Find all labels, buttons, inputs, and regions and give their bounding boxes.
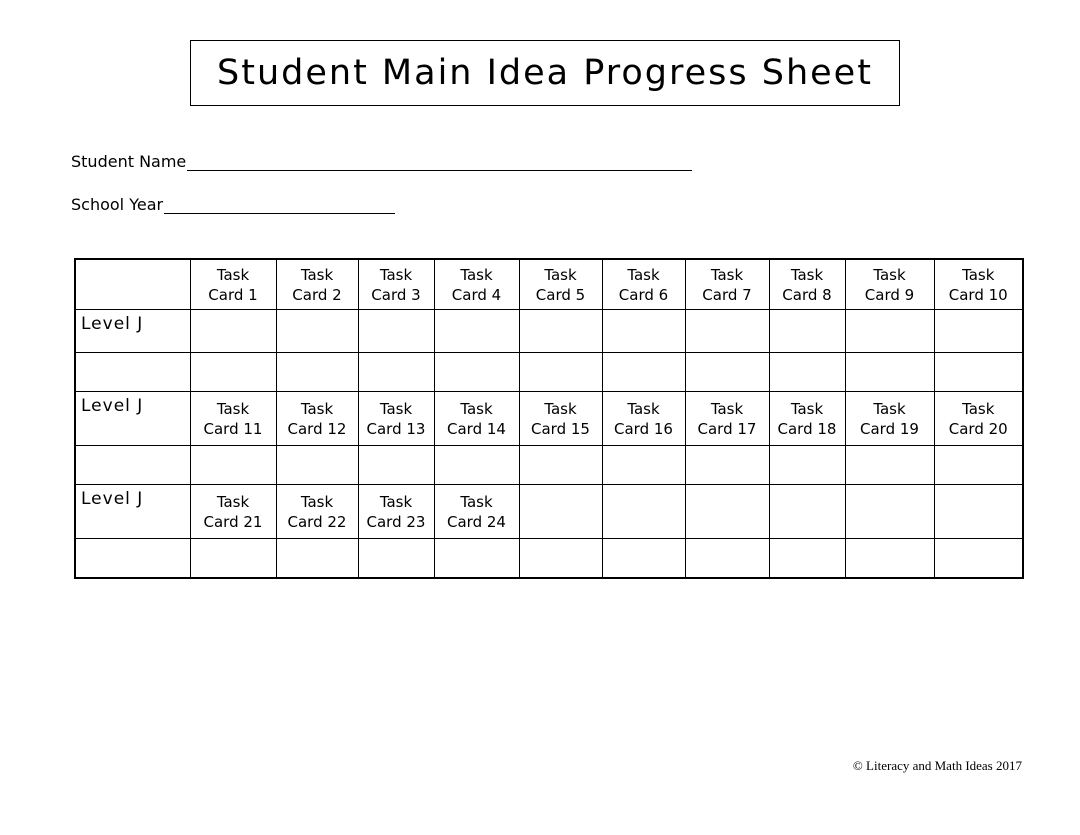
level-label: Level J (75, 310, 190, 353)
blank-row-3 (75, 539, 1023, 579)
task-word: Task (544, 399, 577, 418)
card-label: Card 5 (535, 285, 586, 304)
task-card-header (434, 392, 519, 446)
progress-table (74, 258, 1024, 579)
task-word: Task (962, 399, 995, 418)
task-card-header (519, 259, 602, 310)
task-word: Task (216, 265, 250, 284)
card-label: Card 7 (702, 285, 752, 304)
task-word: Task (710, 265, 744, 284)
task-card-header (685, 259, 769, 310)
card-label: Card 10 (948, 285, 1008, 304)
entry-cell[interactable] (434, 310, 519, 353)
card-label: Card 9 (864, 285, 915, 304)
task-card-header (276, 485, 358, 539)
task-card-header (934, 259, 1023, 310)
card-label: Card 13 (366, 419, 426, 438)
entry-cell[interactable] (769, 310, 845, 353)
card-label: Card 23 (366, 512, 426, 531)
level-label: Level J (75, 392, 190, 446)
card-label: Card 12 (287, 419, 347, 438)
task-card-header (276, 392, 358, 446)
task-card-header (519, 392, 602, 446)
entry-cell[interactable] (276, 446, 358, 485)
entry-cell[interactable] (845, 539, 934, 579)
entry-cell[interactable] (769, 485, 845, 539)
header-row-1 (75, 259, 1023, 310)
task-card-header (358, 485, 434, 539)
entry-cell[interactable] (75, 353, 190, 392)
entry-cell[interactable] (845, 446, 934, 485)
entry-cell[interactable] (602, 539, 685, 579)
entry-cell[interactable] (769, 353, 845, 392)
card-label: Card 6 (618, 285, 669, 304)
entry-cell[interactable] (845, 310, 934, 353)
entry-cell[interactable] (276, 353, 358, 392)
entry-cell[interactable] (434, 353, 519, 392)
entry-cell[interactable] (685, 485, 769, 539)
entry-cell[interactable] (519, 539, 602, 579)
header-row-3 (75, 485, 1023, 539)
card-label: Card 20 (948, 419, 1008, 438)
school-year-field (71, 195, 395, 214)
task-word: Task (379, 399, 413, 418)
blank-row-2 (75, 446, 1023, 485)
entry-cell[interactable] (434, 446, 519, 485)
task-word: Task (627, 399, 660, 418)
entry-cell[interactable] (190, 353, 276, 392)
task-card-header (434, 485, 519, 539)
entry-cell[interactable] (934, 310, 1023, 353)
entry-cell[interactable] (934, 353, 1023, 392)
task-word: Task (790, 265, 824, 284)
entry-cell[interactable] (519, 353, 602, 392)
entry-cell[interactable] (519, 485, 602, 539)
entry-cell[interactable] (358, 353, 434, 392)
task-word: Task (379, 492, 413, 511)
card-label: Card 3 (371, 285, 421, 304)
entry-cell[interactable] (685, 446, 769, 485)
entry-cell[interactable] (934, 539, 1023, 579)
entry-cell[interactable] (602, 310, 685, 353)
card-label: Card 16 (614, 419, 673, 438)
task-word: Task (460, 492, 493, 511)
task-word: Task (873, 265, 906, 284)
task-card-header (358, 259, 434, 310)
entry-cell[interactable] (845, 353, 934, 392)
task-word: Task (300, 265, 334, 284)
copyright-notice: © Literacy and Math Ideas 2017 (852, 758, 1022, 773)
student-name-blank[interactable] (187, 152, 692, 171)
task-card-header (190, 392, 276, 446)
card-label: Card 18 (777, 419, 837, 438)
entry-cell[interactable] (190, 446, 276, 485)
entry-cell[interactable] (685, 353, 769, 392)
entry-cell[interactable] (685, 539, 769, 579)
task-word: Task (460, 399, 493, 418)
task-card-header (434, 259, 519, 310)
task-card-header (190, 259, 276, 310)
task-card-header (190, 485, 276, 539)
entry-cell[interactable] (602, 485, 685, 539)
task-card-header (769, 392, 845, 446)
header-row-2 (75, 392, 1023, 446)
card-label: Card 4 (451, 285, 502, 304)
task-card-header (845, 392, 934, 446)
card-label: Card 24 (447, 512, 506, 531)
student-name-label: Student Name (71, 152, 187, 171)
card-label: Card 19 (860, 419, 919, 438)
task-card-header (845, 259, 934, 310)
entry-cell[interactable] (934, 446, 1023, 485)
task-card-header (769, 259, 845, 310)
entry-cell[interactable] (934, 485, 1023, 539)
card-label: Card 14 (447, 419, 506, 438)
task-card-header (934, 392, 1023, 446)
card-label: Card 8 (782, 285, 832, 304)
empty-corner-cell (75, 259, 190, 310)
entry-cell[interactable] (358, 446, 434, 485)
entry-cell[interactable] (276, 539, 358, 579)
task-card-header (358, 392, 434, 446)
blank-row-1 (75, 353, 1023, 392)
entry-cell[interactable] (519, 310, 602, 353)
task-word: Task (962, 265, 995, 284)
entry-cell[interactable] (276, 310, 358, 353)
entry-cell[interactable] (434, 539, 519, 579)
entry-cell[interactable] (75, 539, 190, 579)
entry-cell[interactable] (685, 310, 769, 353)
task-card-header (602, 392, 685, 446)
entry-cell[interactable] (769, 446, 845, 485)
task-card-header (602, 259, 685, 310)
title-box (190, 40, 900, 106)
level-label: Level J (75, 485, 190, 539)
task-word: Task (379, 265, 413, 284)
card-label: Card 2 (292, 285, 342, 304)
entry-cell[interactable] (602, 446, 685, 485)
entry-cell[interactable] (519, 446, 602, 485)
task-word: Task (873, 399, 906, 418)
task-word: Task (627, 265, 660, 284)
task-card-header (276, 259, 358, 310)
card-label: Card 21 (203, 512, 263, 531)
card-label: Card 22 (287, 512, 347, 531)
task-word: Task (460, 265, 493, 284)
card-label: Card 11 (203, 419, 263, 438)
card-label: Card 17 (697, 419, 757, 438)
school-year-label: School Year (71, 195, 164, 214)
task-card-header (685, 392, 769, 446)
card-label: Card 15 (531, 419, 590, 438)
entry-cell[interactable] (190, 539, 276, 579)
entry-cell[interactable] (358, 539, 434, 579)
task-word: Task (544, 265, 577, 284)
task-word: Task (300, 399, 334, 418)
entry-cell[interactable] (190, 310, 276, 353)
page-title: Student Main Idea Progress Sheet (217, 53, 873, 93)
task-word: Task (710, 399, 744, 418)
task-word: Task (216, 492, 250, 511)
entry-cell[interactable] (769, 539, 845, 579)
entry-cell[interactable] (602, 353, 685, 392)
task-word: Task (216, 399, 250, 418)
card-label: Card 1 (208, 285, 258, 304)
task-word: Task (300, 492, 334, 511)
entry-cell[interactable] (845, 485, 934, 539)
entry-cell[interactable] (358, 310, 434, 353)
student-name-field (71, 152, 692, 171)
entry-cell[interactable] (75, 446, 190, 485)
task-word: Task (790, 399, 824, 418)
school-year-blank[interactable] (164, 195, 395, 214)
level-row-1 (75, 310, 1023, 353)
